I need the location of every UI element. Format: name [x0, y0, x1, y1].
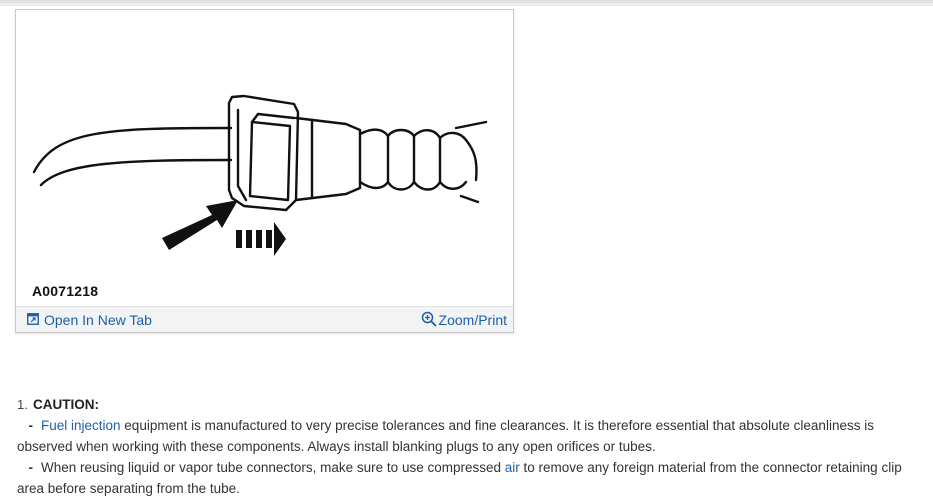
step-number: 1. [17, 397, 28, 412]
bullet-dash: - [28, 460, 33, 475]
open-in-new-tab-label: Open In New Tab [44, 312, 152, 328]
caution-bullet-1 [17, 415, 917, 457]
top-bar [0, 0, 933, 6]
magnifier-plus-icon [421, 311, 437, 330]
figure-id-label: A0071218 [32, 283, 99, 299]
open-in-new-tab-link[interactable] [27, 311, 152, 329]
air-link[interactable]: air [504, 460, 520, 475]
bullet-2-text-end: to remove any foreign material from the connector retaining clip area before separating from the tube. [17, 460, 902, 496]
connector-illustration[interactable] [16, 10, 513, 306]
zoom-print-link[interactable] [421, 311, 507, 329]
caution-label: CAUTION: [33, 397, 99, 412]
figure-card [15, 9, 514, 333]
bullet-1-text: equipment is manufactured to very precise tolerances and fine clearances. It is therefore essential that absolute cleanliness is observed when working with these components. Always install blanking plugs to any open orifices or tubes. [17, 418, 874, 454]
fuel-injection-link[interactable]: Fuel injection [41, 418, 121, 433]
step-1-header [17, 394, 917, 415]
connector-drawing [16, 10, 513, 306]
procedure-list [17, 394, 917, 499]
bullet-dash: - [28, 418, 33, 433]
open-tab-icon [27, 312, 39, 328]
zoom-print-label: Zoom/Print [438, 312, 507, 328]
caution-bullet-2 [17, 457, 917, 499]
figure-toolbar [16, 306, 513, 332]
bullet-2-text-start: When reusing liquid or vapor tube connectors, make sure to use compressed [41, 460, 505, 475]
